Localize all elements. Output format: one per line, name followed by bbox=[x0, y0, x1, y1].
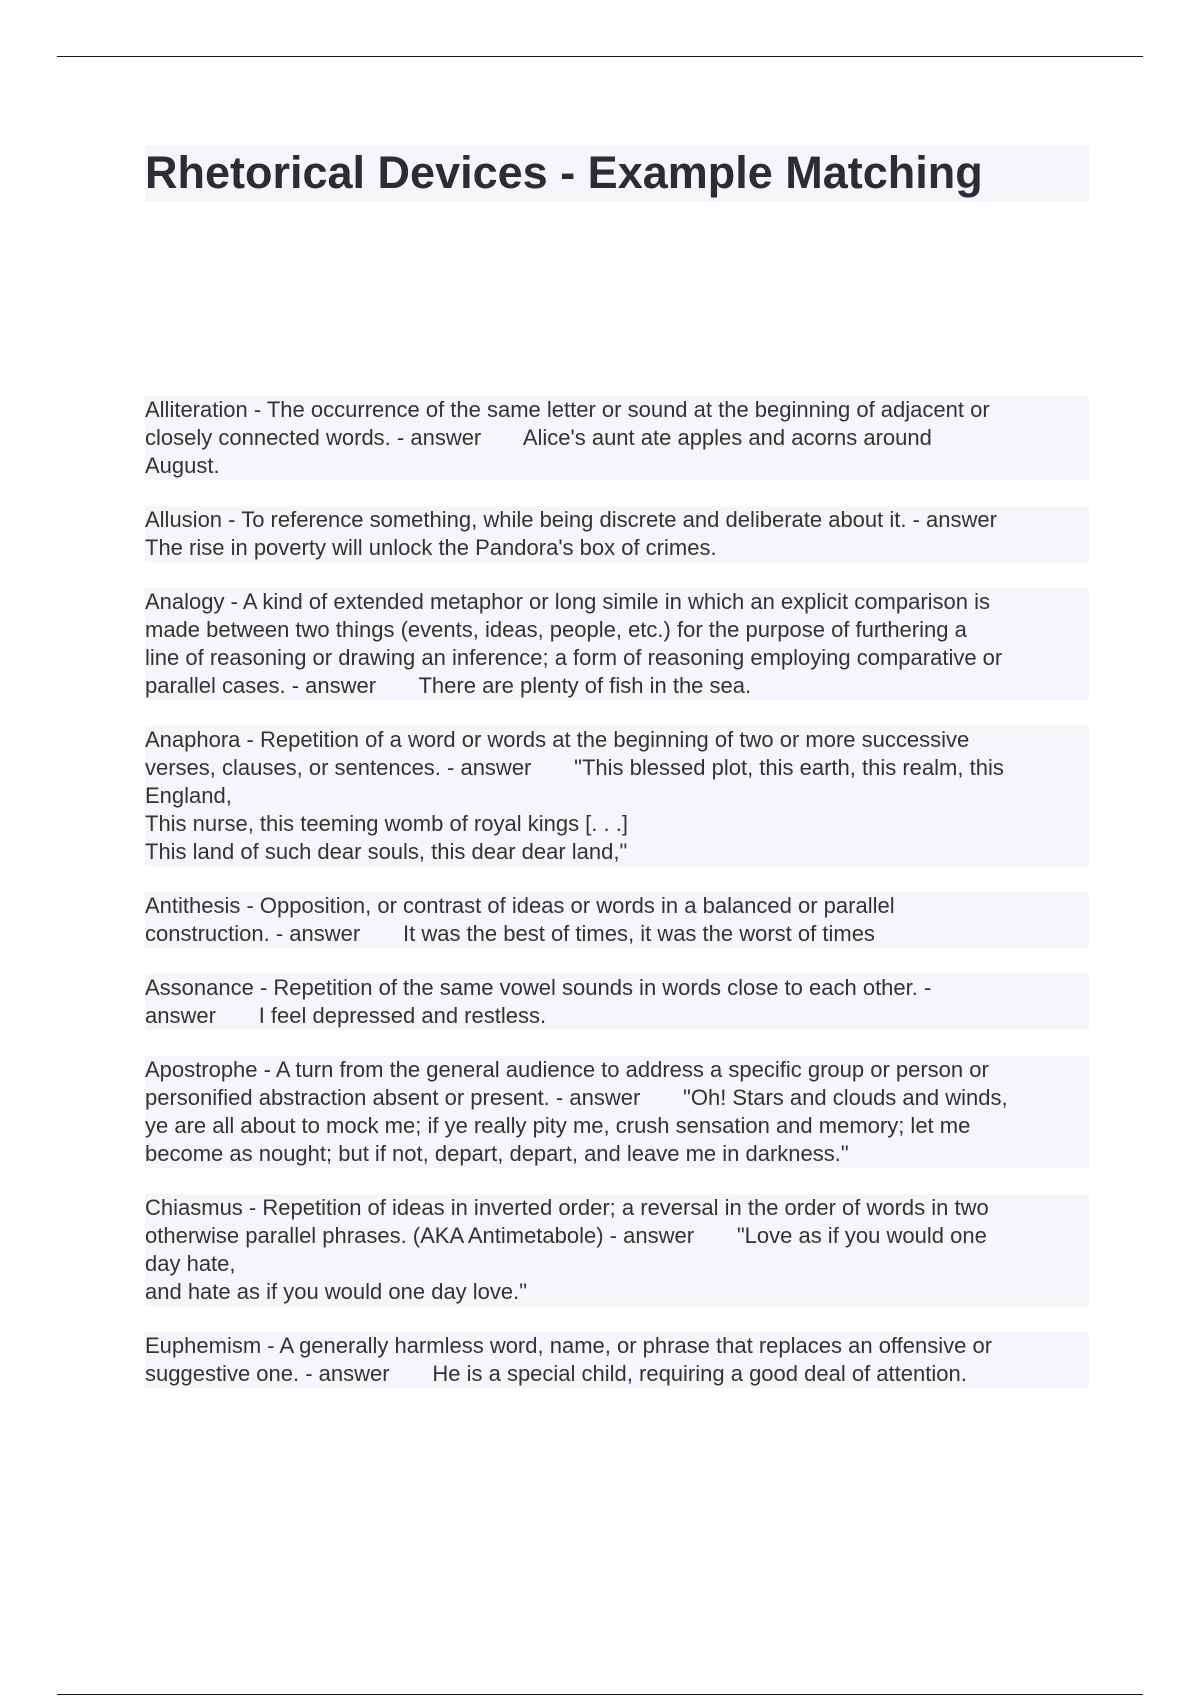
entry-line: Euphemism - A generally harmless word, name, or phrase that replaces an offensive or bbox=[145, 1332, 1089, 1360]
entry-antithesis bbox=[145, 892, 1089, 948]
entry-line: line of reasoning or drawing an inference; a form of reasoning employing comparative or bbox=[145, 644, 1089, 672]
entry-alliteration bbox=[145, 396, 1089, 480]
entry-line: August. bbox=[145, 452, 1089, 480]
entry-chiasmus bbox=[145, 1194, 1089, 1306]
entry-assonance bbox=[145, 974, 1089, 1030]
entry-line: become as nought; but if not, depart, depart, and leave me in darkness." bbox=[145, 1140, 1089, 1168]
entry-line: Antithesis - Opposition, or contrast of ideas or words in a balanced or parallel bbox=[145, 892, 1089, 920]
entry-line: This nurse, this teeming womb of royal kings [. . .] bbox=[145, 810, 1089, 838]
entry-line: verses, clauses, or sentences. - answer "This blessed plot, this earth, this realm, this bbox=[145, 754, 1089, 782]
entry-line: Assonance - Repetition of the same vowel sounds in words close to each other. - bbox=[145, 974, 1089, 1002]
entry-list bbox=[145, 396, 1089, 1414]
entry-analogy bbox=[145, 588, 1089, 700]
entry-line: Alliteration - The occurrence of the same letter or sound at the beginning of adjacent or bbox=[145, 396, 1089, 424]
page-title: Rhetorical Devices - Example Matching bbox=[145, 145, 1089, 201]
entry-line: answer I feel depressed and restless. bbox=[145, 1002, 1089, 1030]
entry-line: Anaphora - Repetition of a word or words at the beginning of two or more successive bbox=[145, 726, 1089, 754]
entry-line: ye are all about to mock me; if ye really pity me, crush sensation and memory; let me bbox=[145, 1112, 1089, 1140]
top-rule bbox=[57, 56, 1143, 57]
entry-line: Apostrophe - A turn from the general audience to address a specific group or person or bbox=[145, 1056, 1089, 1084]
entry-line: parallel cases. - answer There are plenty of fish in the sea. bbox=[145, 672, 1089, 700]
entry-line: Chiasmus - Repetition of ideas in inverted order; a reversal in the order of words in two bbox=[145, 1194, 1089, 1222]
entry-anaphora bbox=[145, 726, 1089, 866]
entry-line: suggestive one. - answer He is a special child, requiring a good deal of attention. bbox=[145, 1360, 1089, 1388]
entry-apostrophe bbox=[145, 1056, 1089, 1168]
entry-line: day hate, bbox=[145, 1250, 1089, 1278]
entry-line: made between two things (events, ideas, people, etc.) for the purpose of furthering a bbox=[145, 616, 1089, 644]
entry-line: personified abstraction absent or present. - answer "Oh! Stars and clouds and winds, bbox=[145, 1084, 1089, 1112]
entry-line: Allusion - To reference something, while being discrete and deliberate about it. - answer bbox=[145, 506, 1089, 534]
entry-line: closely connected words. - answer Alice's aunt ate apples and acorns around bbox=[145, 424, 1089, 452]
entry-line: construction. - answer It was the best of times, it was the worst of times bbox=[145, 920, 1089, 948]
entry-line: otherwise parallel phrases. (AKA Antimetabole) - answer "Love as if you would one bbox=[145, 1222, 1089, 1250]
entry-line: The rise in poverty will unlock the Pandora's box of crimes. bbox=[145, 534, 1089, 562]
entry-euphemism bbox=[145, 1332, 1089, 1388]
entry-line: England, bbox=[145, 782, 1089, 810]
entry-allusion bbox=[145, 506, 1089, 562]
bottom-rule bbox=[57, 1694, 1143, 1695]
entry-line: and hate as if you would one day love." bbox=[145, 1278, 1089, 1306]
entry-line: Analogy - A kind of extended metaphor or long simile in which an explicit comparison is bbox=[145, 588, 1089, 616]
entry-line: This land of such dear souls, this dear dear land," bbox=[145, 838, 1089, 866]
